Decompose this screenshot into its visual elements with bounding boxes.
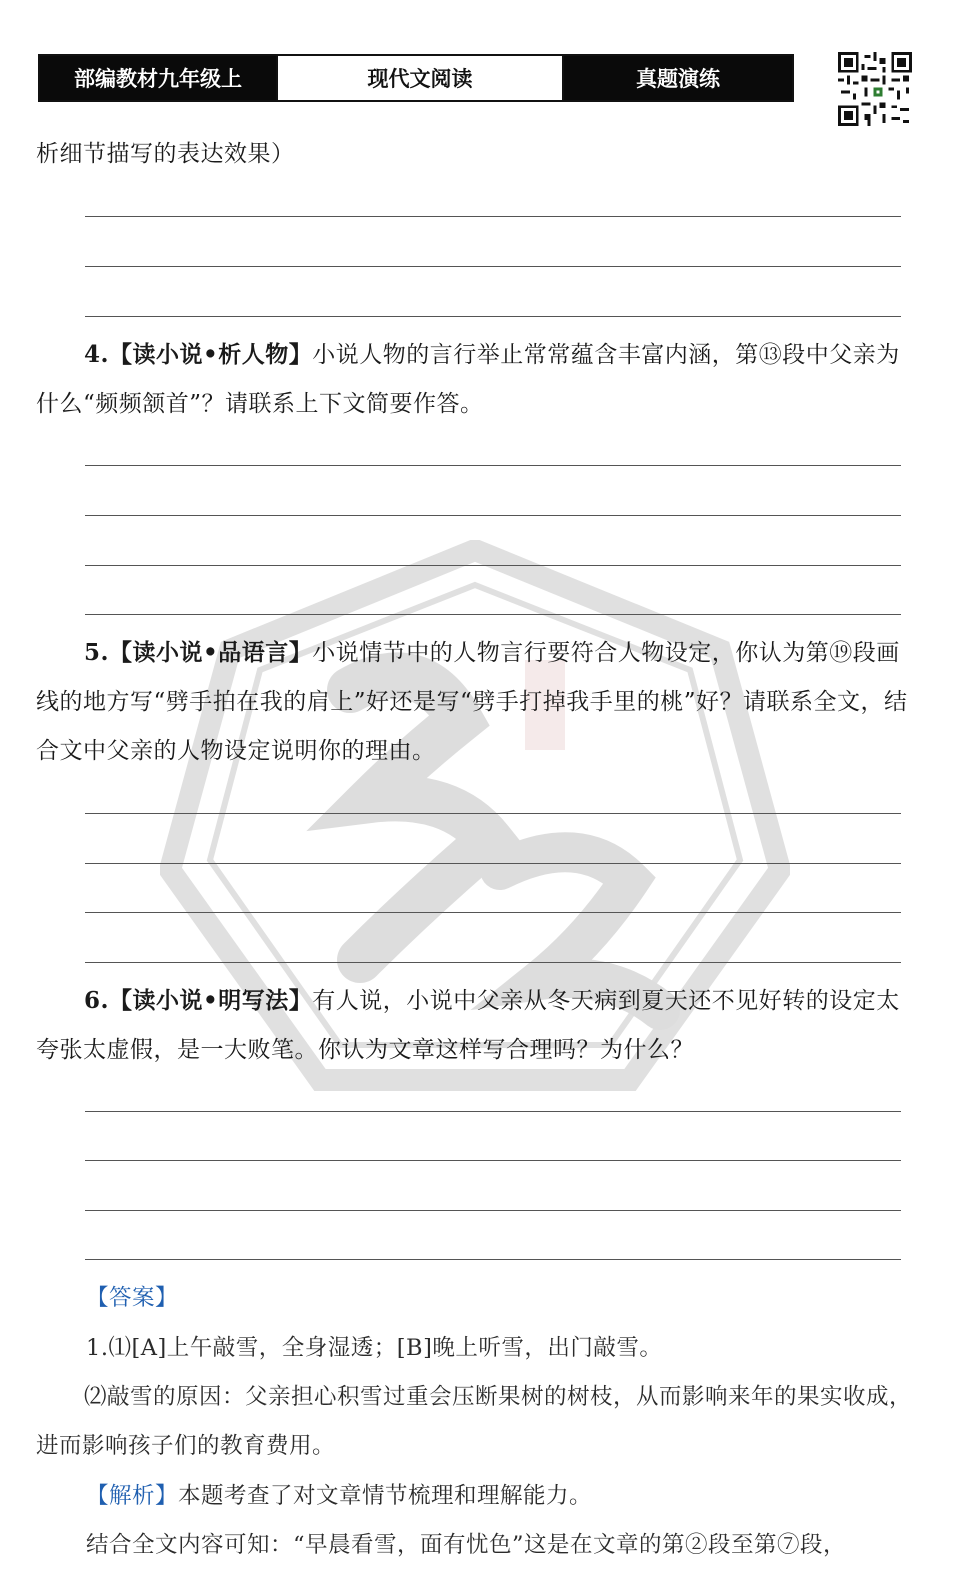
question-4-tag: 4.【读小说•析人物】 [84, 341, 313, 368]
answer-line [85, 1259, 901, 1260]
question-4-body: 小说人物的言行举止常常蕴含丰富内涵，第⑬段中父亲为什么“频频颔首”？请联系上下文简要作答。 [36, 342, 900, 417]
answer-line [85, 1210, 901, 1211]
answer-line [85, 614, 901, 615]
header-grade: 部编教材九年级上 [40, 56, 276, 100]
answer-line-1: 1.⑴[A]上午敲雪，全身湿透；[B]晚上听雪，出门敲雪。 [86, 1335, 663, 1361]
answer-line [85, 962, 901, 963]
answer-line-3: 结合全文内容可知：“早晨看雪，面有忧色”这是在文章的第②段至第⑦段， [86, 1532, 847, 1558]
answer-line [85, 1111, 901, 1112]
answer-heading: 【答案】 [86, 1285, 179, 1311]
question-5 [36, 628, 918, 776]
question-6-body: 有人说，小说中父亲从冬天病到夏天还不见好转的设定太夸张太虚假，是一大败笔。你认为文章这样写合理吗？为什么？ [36, 988, 900, 1063]
header-bar [38, 54, 794, 102]
qr-code-icon [838, 52, 912, 126]
answer-line [85, 1160, 901, 1161]
continuation-line: 析细节描写的表达效果） [36, 141, 295, 167]
answer-line [85, 863, 901, 864]
answer-line [85, 316, 901, 317]
analysis-text: 本题考查了对文章情节梳理和理解能力。 [178, 1483, 593, 1509]
answer-line [85, 813, 901, 814]
analysis-line [86, 1472, 916, 1521]
analysis-heading: 【解析】 [86, 1483, 179, 1509]
answer-line [85, 565, 901, 566]
question-5-body: 小说情节中的人物言行要符合人物设定，你认为第⑲段画线的地方写“劈手拍在我的肩上”好还是写“劈手打掉我手里的桃”好？请联系全文，结合文中父亲的人物设定说明你的理由。 [36, 640, 908, 764]
header-section: 真题演练 [564, 56, 792, 100]
answer-line [85, 912, 901, 913]
answer-line [85, 515, 901, 516]
answer-line [85, 465, 901, 466]
header-subject: 现代文阅读 [276, 56, 564, 100]
answer-line [85, 266, 901, 267]
question-4 [36, 330, 918, 429]
question-5-tag: 5.【读小说•品语言】 [84, 639, 313, 666]
answer-line [85, 216, 901, 217]
answer-label [86, 1274, 916, 1323]
question-6-tag: 6.【读小说•明写法】 [84, 987, 313, 1014]
question-6 [36, 976, 918, 1075]
answer-line-2: ⑵敲雪的原因：父亲担心积雪过重会压断果树的树枝，从而影响来年的果实收成，进而影响孩子们的教育费用。 [36, 1384, 913, 1459]
